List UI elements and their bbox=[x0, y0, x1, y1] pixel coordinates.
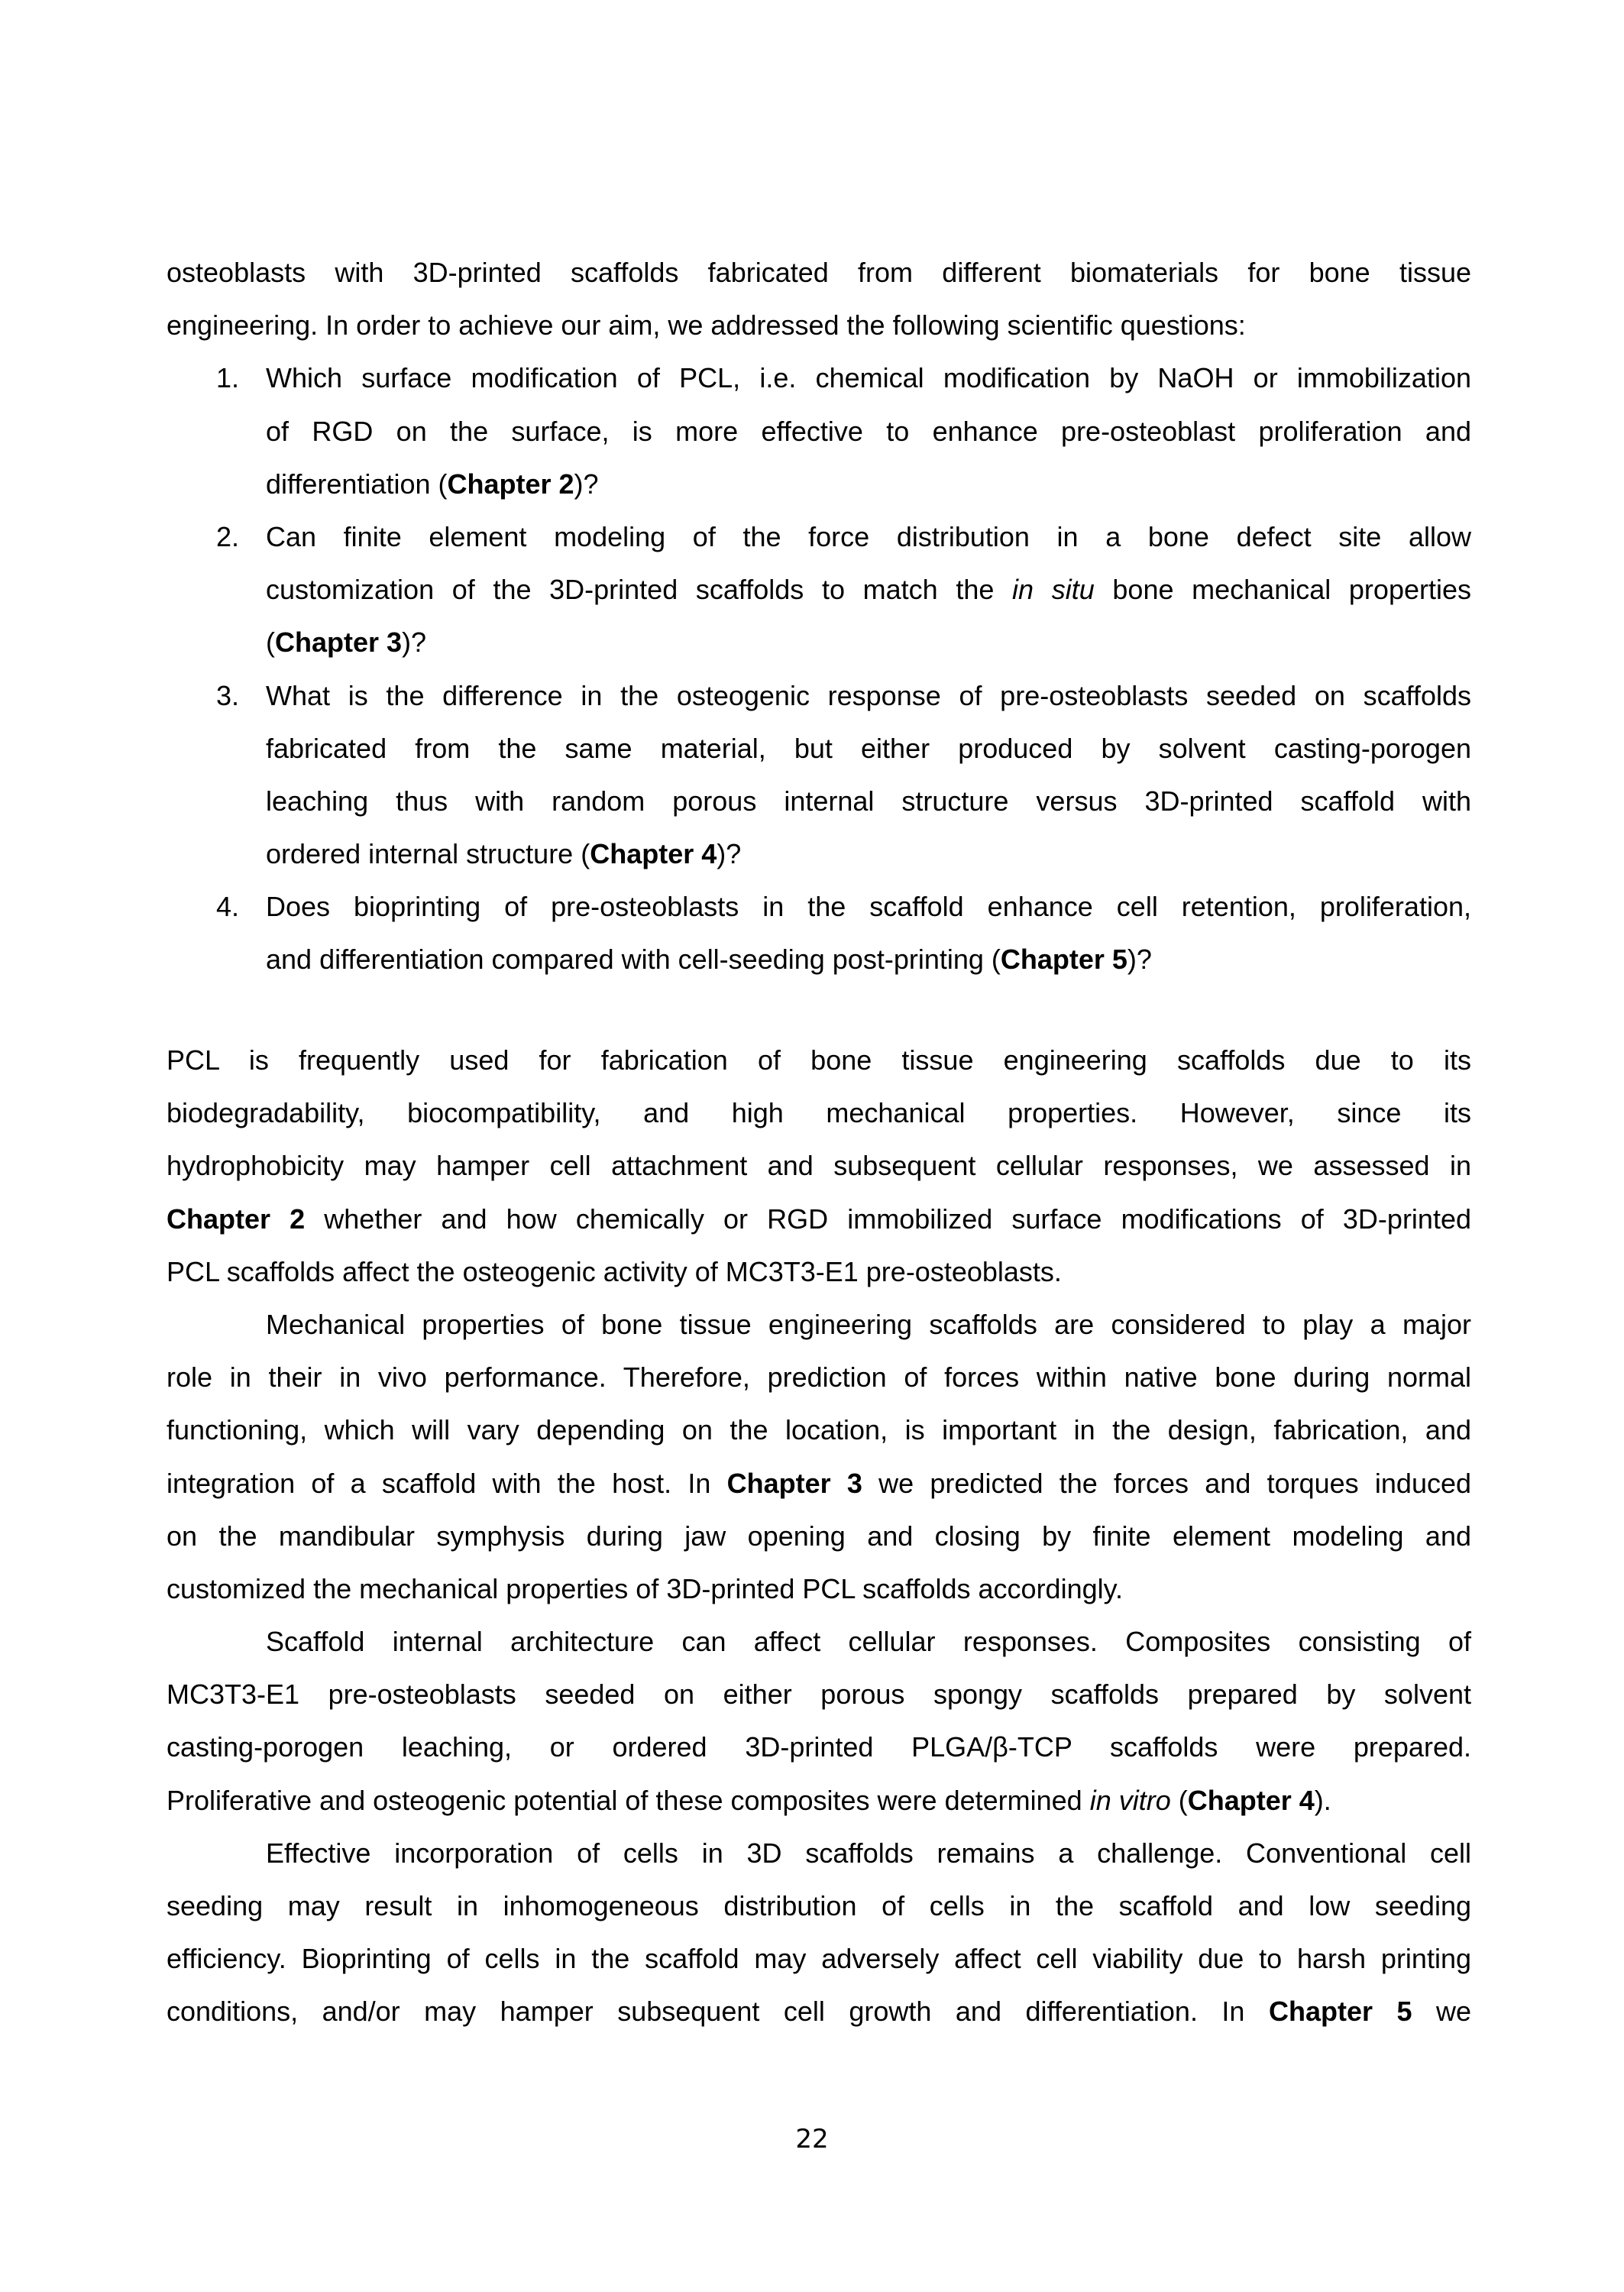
page-number: 22 bbox=[795, 2124, 829, 2154]
text-run: Effective incorporation of cells in 3D scaffolds remains a challenge. Conventional cell bbox=[266, 1837, 1471, 1869]
text-line bbox=[167, 1403, 1471, 1456]
italic-text: in vitro bbox=[1089, 1784, 1171, 1816]
text-line bbox=[167, 827, 1471, 880]
text-run: integration of a scaffold with the host. In bbox=[167, 1467, 727, 1499]
text-line bbox=[167, 1668, 1471, 1721]
text-run: Scaffold internal architecture can affect cellular responses. Composites consisting of bbox=[266, 1626, 1471, 1658]
text-run: )? bbox=[402, 626, 427, 659]
text-run: conditions, and/or may hamper subsequent cell growth and differentiation. In bbox=[167, 1996, 1269, 2028]
text-run: )? bbox=[717, 838, 742, 870]
text-line bbox=[167, 1245, 1471, 1298]
text-line bbox=[167, 722, 1471, 775]
text-run: ). bbox=[1314, 1784, 1331, 1816]
list-item-line bbox=[167, 880, 1471, 933]
text-run: leaching thus with random porous internal structure versus 3D-printed scaffold with bbox=[266, 785, 1471, 817]
list-item-line bbox=[167, 669, 1471, 722]
text-line bbox=[167, 405, 1471, 458]
text-run: ( bbox=[1170, 1784, 1188, 1816]
text-line bbox=[167, 563, 1471, 616]
text-run: efficiency. Bioprinting of cells in the scaffold may adversely affect cell viability due to harsh printing bbox=[167, 1943, 1471, 1975]
text-run: seeding may result in inhomogeneous distribution of cells in the scaffold and low seeding bbox=[167, 1890, 1471, 1921]
research-questions-section bbox=[167, 246, 1471, 986]
text-line bbox=[167, 1034, 1471, 1086]
text-run: osteoblasts with 3D-printed scaffolds fabricated from different biomaterials for bone tissue bbox=[167, 257, 1471, 288]
list-number: 1. bbox=[216, 362, 240, 394]
text-line bbox=[167, 246, 1471, 299]
text-run: customization of the 3D-printed scaffolds to match the bbox=[266, 574, 1013, 606]
text-line bbox=[167, 1615, 1471, 1668]
text-run: role in their in vivo performance. Therefore, prediction of forces within native bone during normal bbox=[167, 1361, 1471, 1394]
text-run: ordered internal structure ( bbox=[266, 838, 590, 870]
text-line bbox=[167, 1985, 1471, 2038]
text-run: functioning, which will vary depending on the location, is important in the design, fabrication, and bbox=[167, 1414, 1471, 1446]
text-run: engineering. In order to achieve our aim, we addressed the following scientific questions: bbox=[167, 309, 1246, 342]
italic-text: in situ bbox=[1012, 574, 1095, 606]
text-line bbox=[167, 933, 1471, 986]
text-line bbox=[167, 1879, 1471, 1932]
text-line bbox=[167, 1932, 1471, 1985]
text-run: bone mechanical properties bbox=[1094, 574, 1471, 606]
bold-text: Chapter 3 bbox=[275, 626, 403, 659]
bold-text: Chapter 2 bbox=[447, 468, 574, 500]
text-run: whether and how chemically or RGD immobilized surface modifications of 3D-printed bbox=[305, 1203, 1471, 1235]
text-run: casting-porogen leaching, or ordered 3D-printed PLGA/β-TCP scaffolds were prepared. bbox=[167, 1731, 1471, 1763]
text-line bbox=[167, 1457, 1471, 1510]
text-run: we bbox=[1412, 1996, 1471, 2028]
text-run: Does bioprinting of pre-osteoblasts in the scaffold enhance cell retention, proliferation, bbox=[266, 891, 1471, 923]
text-line bbox=[167, 299, 1471, 351]
text-run: PCL scaffolds affect the osteogenic activity of MC3T3-E1 pre-osteoblasts. bbox=[167, 1255, 1062, 1287]
text-line bbox=[167, 1193, 1471, 1245]
list-item-line bbox=[167, 351, 1471, 404]
text-line bbox=[167, 1774, 1471, 1827]
text-run: )? bbox=[1127, 944, 1152, 976]
bold-text: Chapter 5 bbox=[1000, 944, 1127, 976]
text-line bbox=[167, 1351, 1471, 1403]
text-run: What is the difference in the osteogenic response of pre-osteoblasts seeded on scaffolds bbox=[266, 679, 1471, 711]
text-run: Which surface modification of PCL, i.e. chemical modification by NaOH or immobilization bbox=[266, 362, 1471, 394]
text-run: and differentiation compared with cell-seeding post-printing ( bbox=[266, 944, 1001, 976]
text-run: Can finite element modeling of the force distribution in a bone defect site allow bbox=[266, 520, 1471, 552]
bold-text: Chapter 2 bbox=[167, 1203, 306, 1235]
text-line bbox=[167, 1298, 1471, 1351]
text-line bbox=[167, 1562, 1471, 1615]
chapter-overview-section bbox=[167, 1034, 1471, 2038]
bold-text: Chapter 4 bbox=[590, 838, 717, 870]
bold-text: Chapter 4 bbox=[1187, 1784, 1315, 1816]
text-run: biodegradability, biocompatibility, and high mechanical properties. However, since its bbox=[167, 1097, 1471, 1129]
text-line bbox=[167, 1139, 1471, 1192]
text-run: Mechanical properties of bone tissue engineering scaffolds are considered to play a major bbox=[266, 1308, 1471, 1340]
text-run: we predicted the forces and torques induced bbox=[862, 1467, 1472, 1499]
text-run: on the mandibular symphysis during jaw opening and closing by finite element modeling and bbox=[167, 1520, 1471, 1552]
text-run: MC3T3-E1 pre-osteoblasts seeded on either porous spongy scaffolds prepared by solvent bbox=[167, 1679, 1471, 1711]
text-line bbox=[167, 1721, 1471, 1773]
text-run: fabricated from the same material, but either produced by solvent casting-porogen bbox=[266, 732, 1471, 764]
text-run: )? bbox=[574, 468, 599, 500]
text-run: differentiation ( bbox=[266, 468, 448, 500]
text-line bbox=[167, 1510, 1471, 1562]
text-line bbox=[167, 775, 1471, 827]
text-run: PCL is frequently used for fabrication of bone tissue engineering scaffolds due to its bbox=[167, 1044, 1471, 1076]
list-item-line bbox=[167, 510, 1471, 563]
text-line bbox=[167, 616, 1471, 668]
text-line bbox=[167, 1086, 1471, 1139]
text-run: hydrophobicity may hamper cell attachment and subsequent cellular responses, we assessed in bbox=[167, 1150, 1471, 1182]
text-run: ( bbox=[266, 626, 275, 659]
text-line bbox=[167, 458, 1471, 510]
text-line bbox=[167, 1827, 1471, 1879]
bold-text: Chapter 5 bbox=[1268, 1996, 1412, 2028]
text-run: customized the mechanical properties of 3D-printed PCL scaffolds accordingly. bbox=[167, 1572, 1123, 1604]
list-number: 4. bbox=[216, 891, 240, 923]
list-number: 3. bbox=[216, 679, 240, 711]
text-run: Proliferative and osteogenic potential of these composites were determined bbox=[167, 1784, 1090, 1816]
bold-text: Chapter 3 bbox=[726, 1467, 862, 1499]
list-number: 2. bbox=[216, 520, 240, 552]
text-run: of RGD on the surface, is more effective to enhance pre-osteoblast proliferation and bbox=[266, 415, 1471, 447]
